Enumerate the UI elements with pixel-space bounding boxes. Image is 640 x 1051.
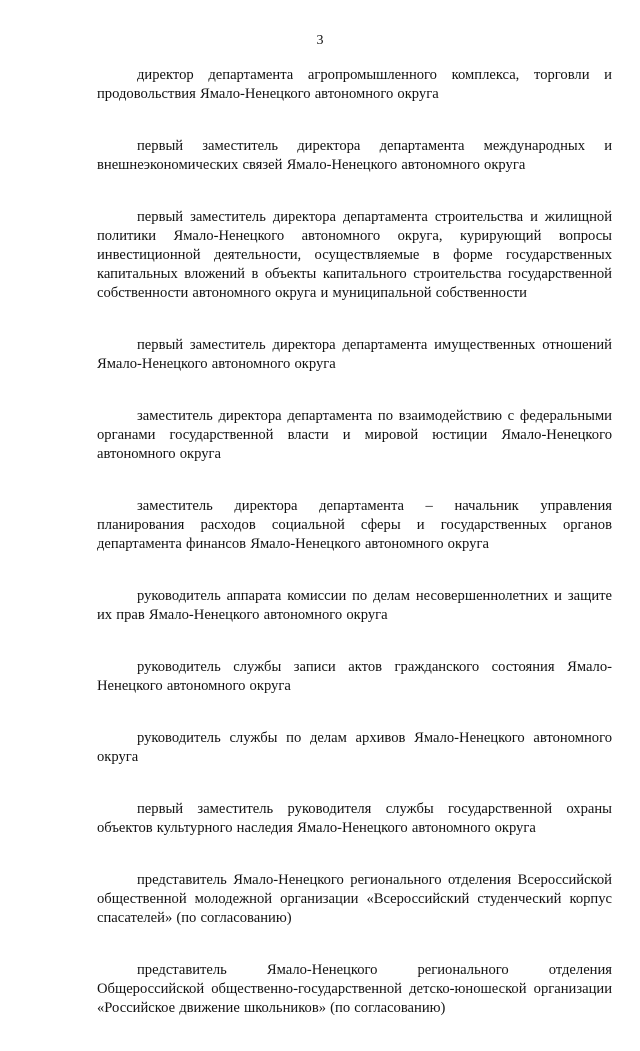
list-item: первый заместитель руководителя службы государственной охраны объектов культурного наследия Ямало-Ненецкого автономного округа xyxy=(97,801,612,836)
page-number: 3 xyxy=(316,33,324,48)
list-item: руководитель службы по делам архивов Ямало-Ненецкого автономного округа xyxy=(97,730,612,765)
list-item: первый заместитель директора департамента международных и внешнеэкономических связей Ямало-Ненецкого автономного округа xyxy=(97,138,612,173)
list-item: первый заместитель директора департамента строительства и жилищной политики Ямало-Ненецкого автономного округа, курирующий вопросы инвестиционной деятельности, осуществляемые в форме государственных капитальных вложений в объекты капитального строительства государственной собственности автономного округа и муниципальной собственности xyxy=(97,209,612,301)
list-item: руководитель службы записи актов гражданского состояния Ямало-Ненецкого автономного округа xyxy=(97,659,612,694)
list-item: первый заместитель директора департамента имущественных отношений Ямало-Ненецкого автономного округа xyxy=(97,337,612,372)
list-item: заместитель директора департамента – начальник управления планирования расходов социальной сферы и государственных органов департамента финансов Ямало-Ненецкого автономного округа xyxy=(97,498,612,552)
list-item: представитель Ямало-Ненецкого регионального отделения Всероссийской общественной молодежной организации «Всероссийский студенческий корпус спасателей» (по согласованию) xyxy=(97,872,612,926)
list-item: руководитель аппарата комиссии по делам несовершеннолетних и защите их прав Ямало-Ненецкого автономного округа xyxy=(97,588,612,623)
list-item: представитель Ямало-Ненецкого регионального отделения Общероссийской общественно-государственной детско-юношеской организации «Российское движение школьников» (по согласованию) xyxy=(97,962,612,1016)
list-item: заместитель директора департамента по взаимодействию с федеральными органами государственной власти и мировой юстиции Ямало-Ненецкого автономного округа xyxy=(97,408,612,462)
members-list xyxy=(97,66,612,1051)
list-item: директор департамента агропромышленного комплекса, торговли и продовольствия Ямало-Ненецкого автономного округа xyxy=(97,67,612,102)
